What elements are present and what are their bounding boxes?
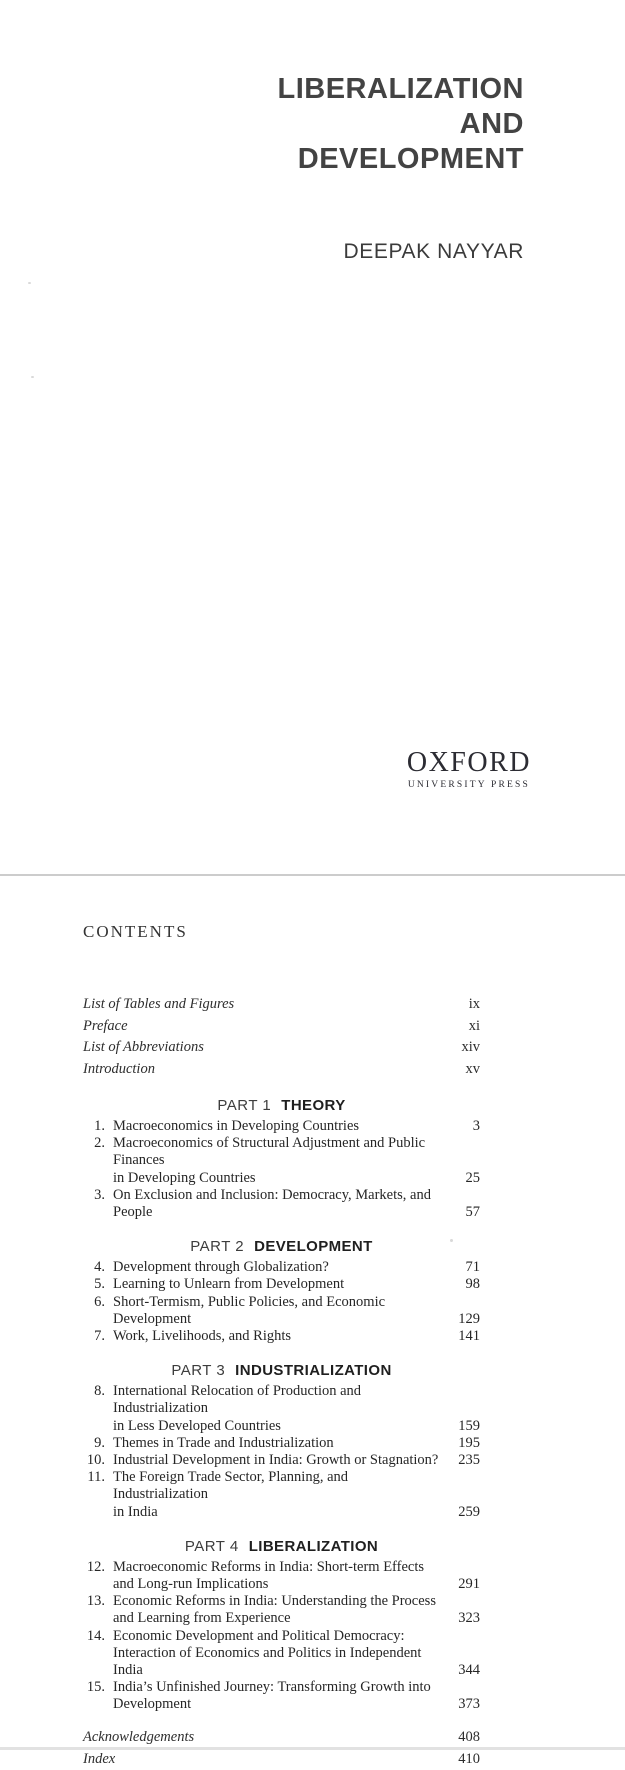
- book-title-line-1: LIBERALIZATION: [277, 73, 524, 105]
- chapter-title-line: Interaction of Economics and Politics in Independent India: [113, 1644, 422, 1679]
- front-matter-label: List of Abbreviations: [83, 1039, 204, 1055]
- chapter-page-number: 259: [458, 1503, 480, 1520]
- chapter-page-number: 159: [458, 1417, 480, 1434]
- chapter-row: [83, 1469, 480, 1521]
- chapter-page-number: 57: [465, 1204, 480, 1221]
- chapter-page-number: 71: [465, 1259, 480, 1276]
- chapter-title: [113, 1469, 444, 1521]
- chapter-title-line: in Developing Countries: [113, 1169, 256, 1186]
- chapter-page-number: 129: [458, 1310, 480, 1327]
- chapter-title-line: Economic Development and Political Democracy:: [113, 1627, 405, 1644]
- chapter-title: [113, 1679, 444, 1713]
- publisher-subtitle: UNIVERSITY PRESS: [407, 780, 531, 790]
- chapter-title-line: India’s Unfinished Journey: Transforming Growth into: [113, 1679, 431, 1696]
- part-label: PART 1: [217, 1097, 272, 1114]
- chapter-title-line: Work, Livelihoods, and Rights: [113, 1328, 292, 1345]
- chapter-title: [113, 1328, 444, 1345]
- book-author: DEEPAK NAYYAR: [343, 240, 524, 263]
- book-title-line-2: AND: [459, 108, 524, 140]
- part-label: PART 4: [184, 1537, 239, 1555]
- chapter-title: [113, 1593, 444, 1627]
- chapter-list: [83, 1259, 480, 1345]
- back-matter-page-number: 408: [458, 1728, 480, 1745]
- front-matter-row: [83, 1016, 480, 1038]
- part-title: DEVELOPMENT: [254, 1238, 373, 1256]
- chapter-number: 9.: [94, 1434, 105, 1451]
- chapter-number: 6.: [94, 1293, 105, 1310]
- chapter-title-line: in Less Developed Countries: [113, 1417, 281, 1434]
- chapter-title: [113, 1187, 444, 1221]
- chapter-row: [83, 1294, 480, 1328]
- front-matter-row: [83, 994, 480, 1016]
- part-heading: [83, 1361, 480, 1380]
- chapter-number: 3.: [94, 1186, 105, 1203]
- chapter-number: 2.: [94, 1135, 105, 1152]
- parts-container: [83, 1096, 480, 1714]
- chapter-page-number: 323: [458, 1610, 480, 1627]
- chapter-row: [83, 1435, 480, 1452]
- chapter-page-number: 195: [458, 1434, 480, 1451]
- publisher-logo: [407, 748, 531, 791]
- chapter-title: [113, 1559, 444, 1593]
- chapter-row: [83, 1328, 480, 1345]
- chapter-row: [83, 1593, 480, 1627]
- front-matter-label: List of Tables and Figures: [83, 996, 235, 1012]
- scan-artifact: [31, 376, 34, 378]
- chapter-number: 10.: [86, 1452, 105, 1469]
- chapter-row: [83, 1628, 480, 1680]
- scan-artifact: [28, 282, 31, 284]
- chapter-title-line: Development through Globalization?: [113, 1259, 329, 1276]
- back-matter-row: [83, 1748, 480, 1770]
- chapter-list: [83, 1118, 480, 1221]
- chapter-row: [83, 1383, 480, 1435]
- chapter-number: 8.: [94, 1383, 105, 1400]
- front-matter-row: [83, 1037, 480, 1059]
- part-label: PART 2: [190, 1238, 245, 1256]
- front-matter-row: [83, 1059, 480, 1081]
- part-heading: [83, 1537, 480, 1556]
- chapter-title-line: Short-Termism, Public Policies, and Economic Development: [113, 1293, 386, 1327]
- chapter-number: 5.: [94, 1276, 105, 1293]
- part-section: [83, 1096, 480, 1221]
- front-matter-label: Introduction: [83, 1060, 155, 1077]
- front-matter-page-number: xi: [468, 1017, 480, 1034]
- chapter-page-number: 344: [458, 1662, 480, 1679]
- chapter-row: [83, 1118, 480, 1135]
- chapter-list: [83, 1383, 480, 1521]
- chapter-number: 7.: [94, 1328, 105, 1345]
- back-matter-label: Index: [83, 1750, 116, 1767]
- chapter-title-line: International Relocation of Production and Industrialization: [113, 1383, 362, 1417]
- chapter-title: [113, 1383, 444, 1435]
- part-heading: [83, 1096, 480, 1115]
- front-matter-page-number: xv: [465, 1060, 480, 1077]
- chapter-title-line: On Exclusion and Inclusion: Democracy, Markets, and People: [113, 1186, 431, 1221]
- part-label: PART 3: [171, 1362, 226, 1380]
- book-title-line-3: DEVELOPMENT: [297, 143, 524, 175]
- chapter-title-line: Themes in Trade and Industrialization: [113, 1434, 334, 1451]
- chapter-title: [113, 1276, 444, 1293]
- chapter-number: 12.: [86, 1558, 105, 1575]
- back-matter-label: Acknowledgements: [83, 1728, 195, 1745]
- front-matter-page-number: ix: [468, 996, 480, 1012]
- part-title: THEORY: [281, 1097, 346, 1114]
- scan-artifact: [450, 1239, 453, 1242]
- front-matter-page-number: xiv: [461, 1039, 480, 1055]
- part-section: [83, 1537, 480, 1714]
- chapter-title: [113, 1435, 444, 1452]
- chapter-title: [113, 1294, 444, 1328]
- chapter-title-line: and Long-run Implications: [113, 1576, 269, 1593]
- book-title: [278, 72, 525, 177]
- chapter-number: 14.: [86, 1627, 105, 1644]
- part-section: [83, 1237, 480, 1345]
- chapter-title: [113, 1135, 444, 1187]
- title-page: [0, 0, 625, 874]
- front-matter-label: Preface: [83, 1017, 128, 1034]
- contents-body: [83, 878, 480, 1770]
- chapter-row: [83, 1679, 480, 1713]
- chapter-page-number: 141: [458, 1328, 480, 1345]
- chapter-list: [83, 1559, 480, 1714]
- contents-heading: CONTENTS: [83, 922, 188, 941]
- part-title: LIBERALIZATION: [248, 1537, 379, 1555]
- contents-page: [0, 878, 625, 1767]
- publisher-name: OXFORD: [406, 747, 531, 778]
- back-matter-row: [83, 1726, 480, 1748]
- chapter-number: 4.: [94, 1259, 105, 1276]
- chapter-title-line: Development: [113, 1696, 192, 1713]
- chapter-title-line: and Learning from Experience: [113, 1610, 291, 1627]
- chapter-row: [83, 1276, 480, 1293]
- chapter-title-line: Learning to Unlearn from Development: [113, 1276, 345, 1293]
- chapter-row: [83, 1559, 480, 1593]
- chapter-row: [83, 1452, 480, 1469]
- chapter-page-number: 25: [465, 1169, 480, 1186]
- chapter-number: 13.: [86, 1593, 105, 1610]
- chapter-page-number: 235: [458, 1452, 480, 1469]
- chapter-row: [83, 1135, 480, 1187]
- chapter-row: [83, 1259, 480, 1276]
- chapter-title-line: The Foreign Trade Sector, Planning, and Industrialization: [113, 1469, 349, 1503]
- front-matter-list: [83, 994, 480, 1080]
- part-title: INDUSTRIALIZATION: [235, 1362, 392, 1380]
- chapter-title-line: in India: [113, 1503, 158, 1520]
- chapter-title-line: Macroeconomics in Developing Countries: [113, 1118, 360, 1134]
- chapter-row: [83, 1187, 480, 1221]
- chapter-title-line: Economic Reforms in India: Understanding the Process: [113, 1593, 436, 1610]
- chapter-title-line: Macroeconomic Reforms in India: Short-term Effects: [113, 1558, 424, 1575]
- chapter-title: [113, 1452, 444, 1469]
- chapter-title-line: Macroeconomics of Structural Adjustment and Public Finances: [113, 1135, 426, 1169]
- chapter-page-number: 98: [465, 1276, 480, 1293]
- chapter-number: 11.: [87, 1469, 105, 1486]
- chapter-title-line: Industrial Development in India: Growth or Stagnation?: [113, 1452, 439, 1469]
- part-heading: [83, 1237, 480, 1256]
- chapter-page-number: 373: [458, 1696, 480, 1713]
- chapter-page-number: 291: [458, 1576, 480, 1593]
- page-separator: [0, 874, 625, 876]
- chapter-page-number: 3: [472, 1118, 480, 1134]
- chapter-title: [113, 1118, 444, 1135]
- back-matter-page-number: 410: [458, 1750, 480, 1767]
- part-section: [83, 1361, 480, 1521]
- chapter-title: [113, 1628, 444, 1680]
- chapter-title: [113, 1259, 444, 1276]
- chapter-number: 15.: [86, 1679, 105, 1696]
- chapter-number: 1.: [94, 1118, 105, 1134]
